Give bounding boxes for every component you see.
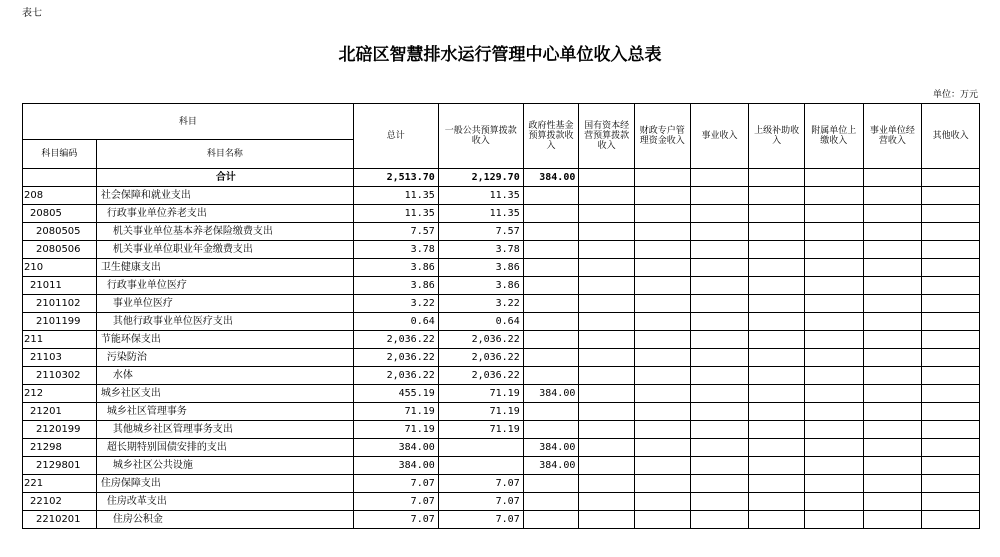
table-row xyxy=(23,313,980,331)
subject-name: 合计 xyxy=(96,169,353,187)
amount-cell xyxy=(634,439,690,457)
col-header: 总计 xyxy=(353,104,438,169)
amount-cell xyxy=(523,403,579,421)
amount-cell xyxy=(749,241,805,259)
amount-cell xyxy=(690,385,749,403)
subject-code: 2210201 xyxy=(23,511,97,529)
amount-cell: 0.64 xyxy=(438,313,523,331)
amount-cell xyxy=(579,223,635,241)
document-label: 表七 xyxy=(22,8,42,19)
amount-cell xyxy=(523,475,579,493)
amount-cell: 7.07 xyxy=(353,511,438,529)
amount-cell: 384.00 xyxy=(523,385,579,403)
subject-name: 城乡社区管理事务 xyxy=(96,403,353,421)
amount-cell xyxy=(922,439,980,457)
amount-cell xyxy=(863,331,922,349)
amount-cell xyxy=(579,259,635,277)
amount-cell: 71.19 xyxy=(353,403,438,421)
amount-cell xyxy=(634,259,690,277)
amount-cell xyxy=(523,331,579,349)
amount-cell xyxy=(749,385,805,403)
amount-cell xyxy=(804,277,863,295)
amount-cell xyxy=(690,349,749,367)
table-row xyxy=(23,331,980,349)
amount-cell xyxy=(523,223,579,241)
amount-cell xyxy=(749,331,805,349)
amount-cell xyxy=(749,511,805,529)
amount-cell xyxy=(523,187,579,205)
amount-cell xyxy=(749,187,805,205)
amount-cell xyxy=(804,205,863,223)
amount-cell xyxy=(863,259,922,277)
amount-cell xyxy=(922,277,980,295)
amount-cell xyxy=(922,259,980,277)
amount-cell xyxy=(749,475,805,493)
amount-cell xyxy=(634,349,690,367)
subject-name: 社会保障和就业支出 xyxy=(96,187,353,205)
amount-cell: 3.86 xyxy=(438,259,523,277)
amount-cell xyxy=(922,295,980,313)
amount-cell xyxy=(579,241,635,259)
amount-cell xyxy=(922,403,980,421)
amount-cell xyxy=(579,187,635,205)
amount-cell xyxy=(634,205,690,223)
unit-label: 单位：万元 xyxy=(932,90,978,100)
amount-cell xyxy=(804,349,863,367)
amount-cell xyxy=(690,295,749,313)
amount-cell xyxy=(922,349,980,367)
amount-cell xyxy=(438,457,523,475)
col-header: 事业收入 xyxy=(690,104,749,169)
amount-cell: 3.22 xyxy=(438,295,523,313)
table-row xyxy=(23,241,980,259)
amount-cell xyxy=(804,169,863,187)
subject-name: 机关事业单位基本养老保险缴费支出 xyxy=(96,223,353,241)
col-header: 国有资本经营预算拨款收入 xyxy=(579,104,635,169)
amount-cell xyxy=(863,457,922,475)
subject-name: 行政事业单位医疗 xyxy=(96,277,353,295)
amount-cell: 2,036.22 xyxy=(353,331,438,349)
amount-cell xyxy=(922,475,980,493)
amount-cell xyxy=(804,295,863,313)
subject-code: 21201 xyxy=(23,403,97,421)
amount-cell xyxy=(634,421,690,439)
total-row xyxy=(23,169,980,187)
amount-cell: 455.19 xyxy=(353,385,438,403)
amount-cell xyxy=(523,295,579,313)
amount-cell: 384.00 xyxy=(353,457,438,475)
subject-name: 机关事业单位职业年金缴费支出 xyxy=(96,241,353,259)
amount-cell xyxy=(749,259,805,277)
amount-cell xyxy=(690,421,749,439)
amount-cell xyxy=(863,205,922,223)
amount-cell: 2,036.22 xyxy=(353,349,438,367)
subject-name: 其他城乡社区管理事务支出 xyxy=(96,421,353,439)
amount-cell xyxy=(749,295,805,313)
subject-name: 住房保障支出 xyxy=(96,475,353,493)
subject-name: 超长期特别国债安排的支出 xyxy=(96,439,353,457)
amount-cell xyxy=(690,331,749,349)
amount-cell: 7.07 xyxy=(438,511,523,529)
amount-cell: 7.07 xyxy=(353,475,438,493)
amount-cell: 3.78 xyxy=(438,241,523,259)
amount-cell xyxy=(579,277,635,295)
amount-cell xyxy=(749,277,805,295)
amount-cell xyxy=(523,205,579,223)
amount-cell xyxy=(863,349,922,367)
amount-cell xyxy=(804,259,863,277)
subject-name: 节能环保支出 xyxy=(96,331,353,349)
amount-cell xyxy=(863,385,922,403)
amount-cell: 3.86 xyxy=(353,277,438,295)
subject-name: 卫生健康支出 xyxy=(96,259,353,277)
subject-name: 城乡社区支出 xyxy=(96,385,353,403)
table-row xyxy=(23,277,980,295)
amount-cell: 7.07 xyxy=(438,493,523,511)
amount-cell: 3.22 xyxy=(353,295,438,313)
amount-cell xyxy=(804,367,863,385)
amount-cell xyxy=(634,187,690,205)
amount-cell xyxy=(804,475,863,493)
amount-cell xyxy=(922,457,980,475)
amount-cell xyxy=(690,367,749,385)
amount-cell xyxy=(804,187,863,205)
subject-name: 城乡社区公共设施 xyxy=(96,457,353,475)
amount-cell: 2,129.70 xyxy=(438,169,523,187)
amount-cell xyxy=(634,493,690,511)
amount-cell xyxy=(690,223,749,241)
subject-code: 2101102 xyxy=(23,295,97,313)
amount-cell: 71.19 xyxy=(438,421,523,439)
amount-cell xyxy=(634,241,690,259)
amount-cell xyxy=(863,223,922,241)
amount-cell xyxy=(690,187,749,205)
amount-cell: 2,036.22 xyxy=(438,367,523,385)
amount-cell xyxy=(690,403,749,421)
amount-cell xyxy=(634,403,690,421)
amount-cell xyxy=(690,205,749,223)
amount-cell xyxy=(690,439,749,457)
table-row xyxy=(23,511,980,529)
col-header: 上级补助收入 xyxy=(749,104,805,169)
amount-cell xyxy=(690,277,749,295)
amount-cell: 3.78 xyxy=(353,241,438,259)
amount-cell xyxy=(579,295,635,313)
amount-cell: 2,036.22 xyxy=(438,349,523,367)
subject-code: 2110302 xyxy=(23,367,97,385)
amount-cell: 384.00 xyxy=(523,169,579,187)
amount-cell xyxy=(690,259,749,277)
col-header: 附属单位上缴收入 xyxy=(804,104,863,169)
amount-cell xyxy=(804,403,863,421)
amount-cell xyxy=(579,403,635,421)
amount-cell xyxy=(922,169,980,187)
amount-cell: 71.19 xyxy=(438,403,523,421)
amount-cell xyxy=(804,439,863,457)
amount-cell: 384.00 xyxy=(523,439,579,457)
amount-cell xyxy=(863,367,922,385)
amount-cell xyxy=(804,457,863,475)
amount-cell xyxy=(690,457,749,475)
col-header: 事业单位经营收入 xyxy=(863,104,922,169)
amount-cell xyxy=(922,511,980,529)
amount-cell: 71.19 xyxy=(353,421,438,439)
amount-cell xyxy=(863,187,922,205)
amount-cell: 2,513.70 xyxy=(353,169,438,187)
amount-cell: 384.00 xyxy=(353,439,438,457)
amount-cell: 3.86 xyxy=(438,277,523,295)
table-row xyxy=(23,493,980,511)
amount-cell xyxy=(634,169,690,187)
amount-cell xyxy=(634,223,690,241)
amount-cell xyxy=(863,277,922,295)
amount-cell xyxy=(804,223,863,241)
amount-cell xyxy=(634,367,690,385)
amount-cell: 11.35 xyxy=(353,205,438,223)
amount-cell: 384.00 xyxy=(523,457,579,475)
amount-cell xyxy=(634,277,690,295)
subject-code: 2120199 xyxy=(23,421,97,439)
amount-cell xyxy=(749,205,805,223)
amount-cell xyxy=(922,205,980,223)
table-row xyxy=(23,367,980,385)
amount-cell xyxy=(863,511,922,529)
amount-cell: 3.86 xyxy=(353,259,438,277)
amount-cell: 2,036.22 xyxy=(438,331,523,349)
amount-cell xyxy=(634,331,690,349)
amount-cell xyxy=(922,241,980,259)
subject-name: 住房公积金 xyxy=(96,511,353,529)
table-row xyxy=(23,349,980,367)
subject-code: 221 xyxy=(23,475,97,493)
subject-code: 211 xyxy=(23,331,97,349)
col-header: 政府性基金预算拨款收入 xyxy=(523,104,579,169)
amount-cell: 7.57 xyxy=(438,223,523,241)
amount-cell xyxy=(749,403,805,421)
table-row xyxy=(23,259,980,277)
table-row xyxy=(23,439,980,457)
amount-cell xyxy=(523,313,579,331)
table-row xyxy=(23,403,980,421)
amount-cell: 11.35 xyxy=(438,205,523,223)
amount-cell xyxy=(922,421,980,439)
amount-cell xyxy=(863,403,922,421)
amount-cell xyxy=(690,169,749,187)
amount-cell xyxy=(634,295,690,313)
col-header: 财政专户管理资金收入 xyxy=(634,104,690,169)
amount-cell xyxy=(804,421,863,439)
subject-name: 行政事业单位养老支出 xyxy=(96,205,353,223)
table-row xyxy=(23,457,980,475)
amount-cell xyxy=(579,367,635,385)
amount-cell xyxy=(523,349,579,367)
amount-cell xyxy=(579,457,635,475)
amount-cell xyxy=(863,241,922,259)
amount-cell xyxy=(922,385,980,403)
amount-cell: 7.57 xyxy=(353,223,438,241)
subject-code: 2080505 xyxy=(23,223,97,241)
amount-cell xyxy=(749,349,805,367)
amount-cell xyxy=(749,421,805,439)
amount-cell xyxy=(922,187,980,205)
amount-cell xyxy=(579,349,635,367)
table-row xyxy=(23,205,980,223)
amount-cell xyxy=(523,421,579,439)
amount-cell xyxy=(863,439,922,457)
table-row xyxy=(23,385,980,403)
subject-code: 210 xyxy=(23,259,97,277)
amount-cell xyxy=(579,421,635,439)
amount-cell xyxy=(634,457,690,475)
col-header: 一般公共预算拨款收入 xyxy=(438,104,523,169)
subject-name: 污染防治 xyxy=(96,349,353,367)
amount-cell xyxy=(804,331,863,349)
amount-cell xyxy=(579,331,635,349)
amount-cell xyxy=(579,205,635,223)
amount-cell: 7.07 xyxy=(438,475,523,493)
table-row xyxy=(23,421,980,439)
amount-cell xyxy=(634,313,690,331)
amount-cell xyxy=(804,493,863,511)
amount-cell xyxy=(749,457,805,475)
amount-cell xyxy=(749,439,805,457)
amount-cell: 11.35 xyxy=(353,187,438,205)
code-header: 科目编码 xyxy=(23,140,97,169)
amount-cell: 2,036.22 xyxy=(353,367,438,385)
subject-code: 20805 xyxy=(23,205,97,223)
amount-cell xyxy=(579,493,635,511)
amount-cell xyxy=(523,367,579,385)
amount-cell xyxy=(579,439,635,457)
subject-name: 住房改革支出 xyxy=(96,493,353,511)
amount-cell xyxy=(804,385,863,403)
name-header: 科目名称 xyxy=(96,140,353,169)
amount-cell xyxy=(579,475,635,493)
subject-code: 2080506 xyxy=(23,241,97,259)
amount-cell xyxy=(863,169,922,187)
amount-cell xyxy=(922,493,980,511)
subject-code xyxy=(23,169,97,187)
amount-cell xyxy=(690,493,749,511)
amount-cell xyxy=(922,313,980,331)
amount-cell xyxy=(634,511,690,529)
amount-cell xyxy=(922,367,980,385)
table-row xyxy=(23,223,980,241)
amount-cell xyxy=(634,385,690,403)
col-header: 其他收入 xyxy=(922,104,980,169)
amount-cell xyxy=(523,259,579,277)
table-row xyxy=(23,295,980,313)
amount-cell xyxy=(922,331,980,349)
table-row xyxy=(23,187,980,205)
amount-cell xyxy=(438,439,523,457)
amount-cell xyxy=(863,295,922,313)
amount-cell xyxy=(863,313,922,331)
amount-cell xyxy=(749,367,805,385)
subject-code: 21298 xyxy=(23,439,97,457)
page-title: 北碚区智慧排水运行管理中心单位收入总表 xyxy=(338,45,662,65)
amount-cell: 7.07 xyxy=(353,493,438,511)
subject-name: 事业单位医疗 xyxy=(96,295,353,313)
subject-code: 212 xyxy=(23,385,97,403)
amount-cell xyxy=(579,511,635,529)
subject-code: 22102 xyxy=(23,493,97,511)
amount-cell xyxy=(749,169,805,187)
amount-cell xyxy=(749,313,805,331)
subject-code: 21011 xyxy=(23,277,97,295)
subject-code: 2129801 xyxy=(23,457,97,475)
amount-cell xyxy=(749,223,805,241)
amount-cell xyxy=(523,241,579,259)
subject-code: 2101199 xyxy=(23,313,97,331)
subject-name: 其他行政事业单位医疗支出 xyxy=(96,313,353,331)
amount-cell xyxy=(804,313,863,331)
table-row xyxy=(23,475,980,493)
amount-cell xyxy=(749,493,805,511)
amount-cell xyxy=(690,511,749,529)
amount-cell xyxy=(804,511,863,529)
amount-cell xyxy=(804,241,863,259)
amount-cell: 71.19 xyxy=(438,385,523,403)
amount-cell: 0.64 xyxy=(353,313,438,331)
amount-cell xyxy=(579,313,635,331)
amount-cell xyxy=(634,475,690,493)
amount-cell xyxy=(863,475,922,493)
amount-cell xyxy=(523,493,579,511)
subject-code: 21103 xyxy=(23,349,97,367)
subject-code: 208 xyxy=(23,187,97,205)
amount-cell xyxy=(579,169,635,187)
amount-cell xyxy=(690,241,749,259)
amount-cell xyxy=(690,313,749,331)
income-summary-table xyxy=(22,103,980,529)
amount-cell xyxy=(690,475,749,493)
subject-name: 水体 xyxy=(96,367,353,385)
amount-cell xyxy=(863,493,922,511)
amount-cell xyxy=(523,511,579,529)
amount-cell xyxy=(523,277,579,295)
amount-cell xyxy=(579,385,635,403)
amount-cell: 11.35 xyxy=(438,187,523,205)
amount-cell xyxy=(922,223,980,241)
amount-cell xyxy=(863,421,922,439)
subject-header: 科目 xyxy=(23,104,354,140)
